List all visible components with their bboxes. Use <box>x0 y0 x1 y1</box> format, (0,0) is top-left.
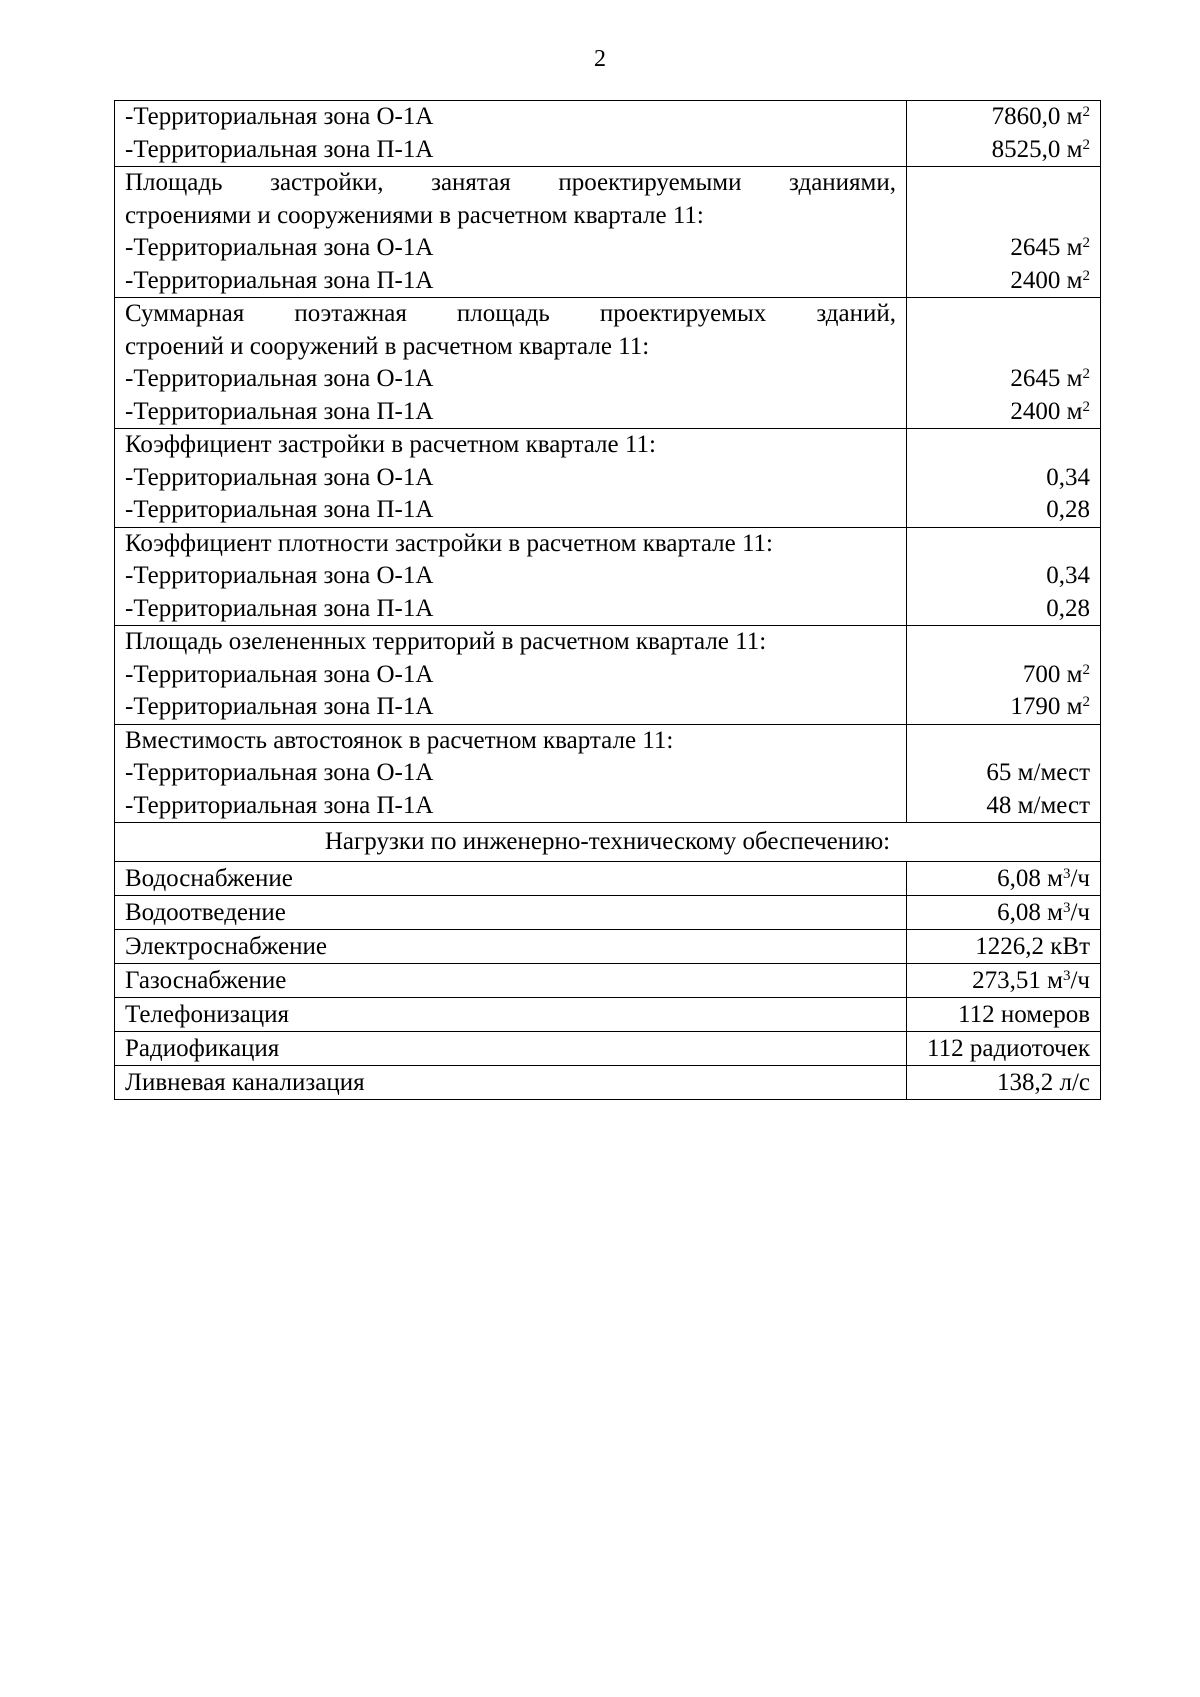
engineering-label: Радиофикация <box>115 1032 907 1066</box>
zone-p1a-label: -Территориальная зона П-1А <box>125 397 434 425</box>
engineering-label: Электроснабжение <box>115 930 907 964</box>
label-cell <box>115 101 907 167</box>
parking-title: Вместимость автостоянок в расчетном квартале 11: <box>125 726 674 754</box>
value-cell <box>907 167 1101 298</box>
density-coef-p1a-value: 0,28 <box>1046 594 1090 622</box>
label-cell <box>115 724 907 823</box>
label-cell <box>115 167 907 298</box>
value-cell <box>907 626 1101 725</box>
building-coef-p1a-value: 0,28 <box>1046 496 1090 523</box>
table-row <box>115 896 1101 930</box>
green-area-title: Площадь озелененных территорий в расчетном квартале 11: <box>125 628 767 655</box>
value-cell <box>907 298 1101 429</box>
value-cell <box>907 101 1101 167</box>
engineering-value: 1226,2 кВт <box>907 930 1101 964</box>
building-area-o1a-value: 2645 $м^2$ <box>1010 234 1090 261</box>
floor-area-title-line2: строений и сооружений в расчетном квартале 11: <box>125 332 650 360</box>
engineering-label: Водоотведение <box>115 896 907 930</box>
engineering-section-title: Нагрузки по инженерно-техническому обеспечению: <box>115 823 1101 862</box>
floor-area-title-line1: Суммарная поэтажная площадь проектируемых зданий, <box>125 300 896 327</box>
zone-p1a-label: -Территориальная зона П-1А <box>125 594 434 622</box>
engineering-label: Водоснабжение <box>115 862 907 896</box>
engineering-value: 273,51 $м^3/ч$ <box>907 964 1101 998</box>
label-cell <box>115 298 907 429</box>
zone-o1a-label: -Территориальная зона О-1А <box>125 365 434 392</box>
zone-o1a-label: -Территориальная зона О-1А <box>125 103 434 130</box>
area-o1a-value: 7860,0 $м^2$ <box>991 103 1090 130</box>
table-row <box>115 930 1101 964</box>
parking-o1a-value: 65 м/мест <box>986 759 1090 786</box>
building-area-title-line2: строениями и сооружениями в расчетном квартале 11: <box>125 201 704 229</box>
table-row-density-coef <box>115 527 1101 626</box>
label-cell <box>115 429 907 528</box>
engineering-value: 6,08 $м^3/ч$ <box>907 896 1101 930</box>
indicators-table <box>114 100 1101 1100</box>
zone-p1a-label: -Территориальная зона П-1А <box>125 693 434 720</box>
area-p1a-value: 8525,0 $м^2$ <box>991 135 1090 163</box>
table-row-parking <box>115 724 1101 823</box>
density-coef-o1a-value: 0,34 <box>1046 562 1090 589</box>
page-number: 2 <box>594 46 606 72</box>
table-row <box>115 998 1101 1032</box>
zone-p1a-label: -Территориальная зона П-1А <box>125 266 434 294</box>
zone-o1a-label: -Территориальная зона О-1А <box>125 759 434 786</box>
label-cell <box>115 626 907 725</box>
table-row-building-area <box>115 167 1101 298</box>
engineering-value: 112 номеров <box>907 998 1101 1032</box>
table-row <box>115 1032 1101 1066</box>
parking-p1a-value: 48 м/мест <box>986 791 1090 819</box>
zone-o1a-label: -Территориальная зона О-1А <box>125 562 434 589</box>
zone-o1a-label: -Территориальная зона О-1А <box>125 660 434 688</box>
zone-o1a-label: -Территориальная зона О-1А <box>125 234 434 261</box>
table-row-area <box>115 101 1101 167</box>
engineering-value: 112 радиоточек <box>907 1032 1101 1066</box>
floor-area-o1a-value: 2645 $м^2$ <box>1010 365 1090 392</box>
value-cell <box>907 724 1101 823</box>
table-row <box>115 1066 1101 1100</box>
engineering-label: Газоснабжение <box>115 964 907 998</box>
zone-p1a-label: -Территориальная зона П-1А <box>125 791 434 819</box>
green-area-o1a-value: 700 $м^2$ <box>1022 660 1090 688</box>
value-cell <box>907 429 1101 528</box>
engineering-value: 6,08 $м^3/ч$ <box>907 862 1101 896</box>
table-row-green-area <box>115 626 1101 725</box>
table-row <box>115 862 1101 896</box>
floor-area-p1a-value: 2400 $м^2$ <box>1010 397 1090 425</box>
building-coef-title: Коэффициент застройки в расчетном квартале 11: <box>125 431 656 458</box>
table-row <box>115 964 1101 998</box>
building-area-title-line1: Площадь застройки, занятая проектируемыми зданиями, <box>125 169 896 196</box>
engineering-label: Телефонизация <box>115 998 907 1032</box>
value-cell <box>907 527 1101 626</box>
green-area-p1a-value: 1790 $м^2$ <box>1010 693 1090 720</box>
zone-p1a-label: -Территориальная зона П-1А <box>125 135 434 163</box>
zone-p1a-label: -Территориальная зона П-1А <box>125 496 434 523</box>
building-coef-o1a-value: 0,34 <box>1046 463 1090 491</box>
building-area-p1a-value: 2400 $м^2$ <box>1010 266 1090 294</box>
table-row-floor-area <box>115 298 1101 429</box>
table-row-building-coef <box>115 429 1101 528</box>
density-coef-title: Коэффициент плотности застройки в расчетном квартале 11: <box>125 529 773 557</box>
engineering-label: Ливневая канализация <box>115 1066 907 1100</box>
table-row-section-header <box>115 823 1101 862</box>
zone-o1a-label: -Территориальная зона О-1А <box>125 463 434 491</box>
label-cell <box>115 527 907 626</box>
engineering-value: 138,2 л/с <box>907 1066 1101 1100</box>
